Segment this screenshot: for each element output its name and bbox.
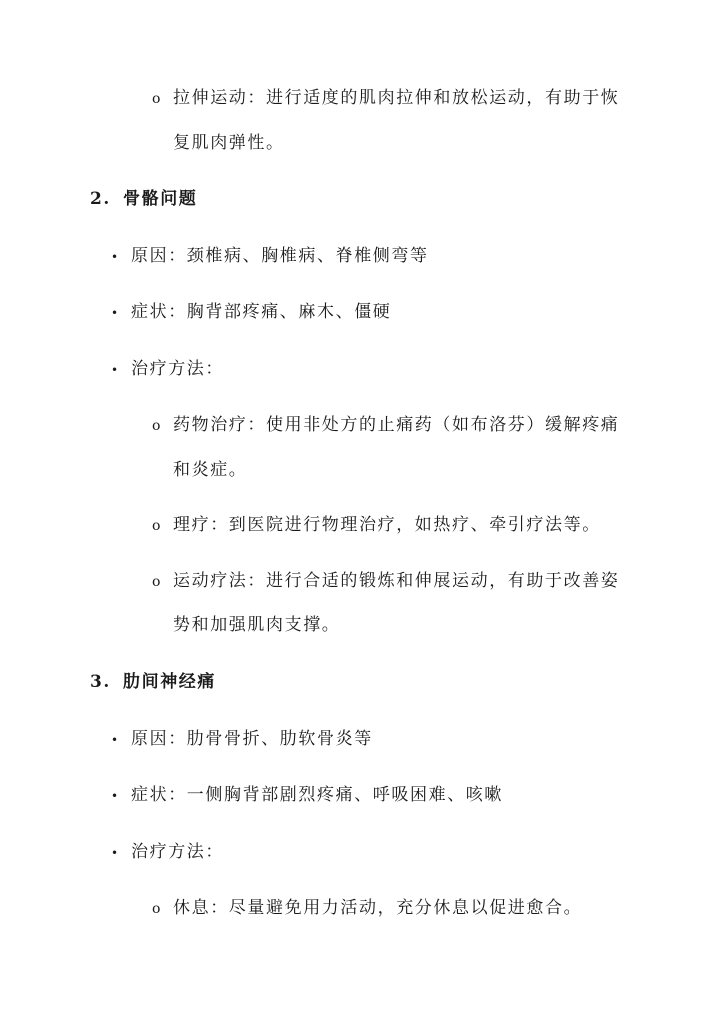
bullet-marker: • [111,363,119,377]
bullet-marker: • [111,789,119,803]
bullet-marker: • [111,306,119,320]
bullet-marker: • [111,733,119,747]
sub-item-physiotherapy: 理疗：到医院进行物理治疗，如热疗、牵引疗法等。 [173,515,601,535]
bullet-treatment: 治疗方法： [131,842,224,862]
sub-item-exercise-line1: 运动疗法：进行合适的锻炼和伸展运动，有助于改善姿 [173,571,620,591]
bullet-cause: 原因：肋骨骨折、肋软骨炎等 [131,729,373,749]
section-heading-intercostal-neuralgia [90,671,216,693]
sub-item-medication-line1: 药物治疗：使用非处方的止痛药（如布洛芬）缓解疼痛 [173,415,620,435]
sub-bullet-marker: o [152,901,161,917]
bullet-marker: • [111,846,119,860]
sub-item-exercise-line2: 势和加强肌肉支撑。 [173,615,341,635]
section-heading-bone-problems [90,188,197,210]
bullet-symptoms: 症状：一侧胸背部剧烈疼痛、呼吸困难、咳嗽 [131,785,503,805]
sub-item-rest: 休息：尽量避免用力活动，充分休息以促进愈合。 [173,898,583,918]
sub-bullet-marker: o [152,518,161,534]
section-title: 肋间神经痛 [123,672,216,692]
section-number: 2. [90,189,111,209]
bullet-treatment: 治疗方法： [131,359,224,379]
bullet-symptoms: 症状：胸背部疼痛、麻木、僵硬 [131,302,392,322]
bullet-cause: 原因：颈椎病、胸椎病、脊椎侧弯等 [131,246,429,266]
bullet-marker: • [111,250,119,264]
sub-item-stretching-line1: 拉伸运动：进行适度的肌肉拉伸和放松运动，有助于恢 [173,88,620,108]
sub-bullet-marker: o [152,418,161,434]
sub-item-stretching-line2: 复肌肉弹性。 [173,133,285,153]
sub-bullet-marker: o [152,91,161,107]
sub-item-medication-line2: 和炎症。 [173,460,248,480]
sub-bullet-marker: o [152,574,161,590]
section-title: 骨骼问题 [123,189,198,209]
section-number: 3. [90,672,111,692]
